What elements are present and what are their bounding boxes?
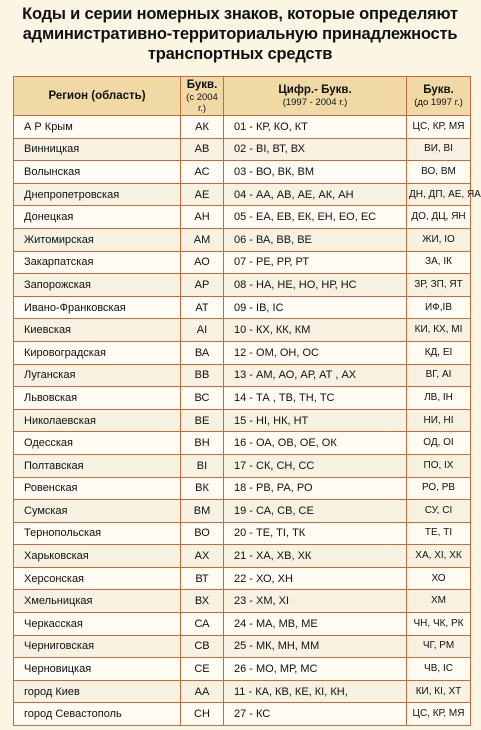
series-cell: 14 - ТА , ТВ, ТН, ТС [224,387,407,410]
series-cell: 21 - ХА, ХВ, ХК [224,545,407,568]
table-row [14,703,471,726]
region-cell: Ивано-Франковская [14,296,181,319]
header-letters-sub: (с 2004 г.) [186,91,218,114]
header-series-label: Цифр.- Букв. [278,84,352,96]
old-series-cell: ЧН, ЧК, РК [407,613,471,636]
table-header-row [14,77,471,116]
letters-cell: АО [181,251,224,274]
header-series [224,77,407,116]
table-row [14,635,471,658]
table-body [14,116,481,726]
letters-cell: АХ [181,545,224,568]
region-cell: Волынская [14,161,181,184]
old-series-cell: ХМ [407,590,471,613]
region-cell: Тернопольская [14,522,181,545]
region-cell: Львовская [14,387,181,410]
region-cell: Одесская [14,432,181,455]
letters-cell: СА [181,613,224,636]
table-row [14,680,471,703]
region-cell: Полтавская [14,454,181,477]
table-row [14,522,471,545]
series-cell: 13 - АМ, АО, АР, АТ , АХ [224,364,407,387]
table-row [14,296,471,319]
license-plate-codes-table [13,76,481,726]
region-cell: Луганская [14,364,181,387]
old-series-cell: ИФ,ІВ [407,296,471,319]
letters-cell: ВЕ [181,409,224,432]
header-letters-label: Букв. [186,78,218,91]
region-cell: Днепропетровская [14,183,181,206]
table-row [14,454,471,477]
letters-cell: ВН [181,432,224,455]
old-series-cell: НИ, НІ [407,409,471,432]
series-cell: 22 - ХО, ХН [224,567,407,590]
letters-cell: СН [181,703,224,726]
series-cell: 12 - ОМ, ОН, ОС [224,341,407,364]
series-cell: 09 - ІВ, ІС [224,296,407,319]
region-cell: Николаевская [14,409,181,432]
old-series-cell: ЗР, ЗП, ЯТ [407,274,471,297]
table-row [14,409,471,432]
old-series-cell: ДН, ДП, АЕ, ЯА [407,183,471,206]
letters-cell: ВС [181,387,224,410]
series-cell: 17 - СК, СН, СС [224,454,407,477]
region-cell: Черниговская [14,635,181,658]
letters-cell: ВО [181,522,224,545]
series-cell: 20 - ТЕ, ТІ, ТК [224,522,407,545]
series-cell: 27 - КС [224,703,407,726]
table-row [14,183,471,206]
old-series-cell: РО, РВ [407,477,471,500]
letters-cell: АВ [181,138,224,161]
old-series-cell: ВГ, АІ [407,364,471,387]
letters-cell: АЕ [181,183,224,206]
old-series-cell: ХО [407,567,471,590]
old-series-cell: КИ, КІ, ХТ [407,680,471,703]
old-series-cell: ЗА, ІК [407,251,471,274]
series-cell: 24 - МА, МВ, МЕ [224,613,407,636]
letters-cell: СВ [181,635,224,658]
old-series-cell: ЖИ, ІО [407,228,471,251]
page-title [0,4,480,64]
region-cell: Ровенская [14,477,181,500]
series-cell: 06 - ВА, ВВ, ВЕ [224,228,407,251]
letters-cell: АС [181,161,224,184]
old-series-cell: ВО, ВМ [407,161,471,184]
old-series-cell: ОД, ОІ [407,432,471,455]
region-cell: Киевская [14,319,181,342]
header-letters [181,77,224,116]
letters-cell: АК [181,116,224,139]
series-cell: 01 - КР, КО, КТ [224,116,407,139]
series-cell: 05 - ЕА, ЕВ, ЕК, ЕН, ЕО, ЕС [224,206,407,229]
letters-cell: ВХ [181,590,224,613]
letters-cell: ВІ [181,454,224,477]
region-cell: А Р Крым [14,116,181,139]
table-row [14,319,471,342]
old-series-cell: ЛВ, ІН [407,387,471,410]
region-cell: Запорожская [14,274,181,297]
header-old-label: Букв. [423,84,454,96]
header-region [14,77,181,116]
header-region-label: Регион (область) [48,89,146,102]
region-cell: Сумская [14,500,181,523]
header-old-sub: (до 1997 г.) [414,97,463,108]
table-row [14,364,471,387]
series-cell: 07 - РЕ, РР, РТ [224,251,407,274]
region-cell: Житомирская [14,228,181,251]
letters-cell: АТ [181,296,224,319]
title-line-2: административно-территориальную принадлежность [22,25,458,43]
old-series-cell: ЧВ, ІС [407,658,471,681]
region-cell: город Киев [14,680,181,703]
region-cell: Хмельницкая [14,590,181,613]
table-row [14,432,471,455]
letters-cell: АМ [181,228,224,251]
series-cell: 16 - ОА, ОВ, ОЕ, ОК [224,432,407,455]
letters-cell: АН [181,206,224,229]
table-row [14,161,471,184]
letters-cell: АІ [181,319,224,342]
series-cell: 19 - СА, СВ, СЕ [224,500,407,523]
old-series-cell: ХА, ХІ, ХК [407,545,471,568]
table-row [14,500,471,523]
table-row [14,387,471,410]
region-cell: Харьковская [14,545,181,568]
letters-cell: АР [181,274,224,297]
table-row [14,545,471,568]
table-row [14,590,471,613]
table-row [14,274,471,297]
table-row [14,567,471,590]
title-line-3: транспортных средств [147,45,333,63]
old-series-cell: ЦС, КР, МЯ [407,703,471,726]
series-cell: 23 - ХМ, ХІ [224,590,407,613]
region-cell: город Севастополь [14,703,181,726]
region-cell: Черновицкая [14,658,181,681]
region-cell: Кировоградская [14,341,181,364]
table-row [14,341,471,364]
old-series-cell: ЦС, КР, МЯ [407,116,471,139]
region-cell: Донецкая [14,206,181,229]
old-series-cell: ТЕ, ТІ [407,522,471,545]
old-series-cell: СУ, СІ [407,500,471,523]
table-row [14,116,471,139]
letters-cell: ВТ [181,567,224,590]
title-line-1: Коды и серии номерных знаков, которые определяют [22,5,458,23]
series-cell: 15 - НІ, НК, НТ [224,409,407,432]
series-cell: 10 - КХ, КК, КМ [224,319,407,342]
table-row [14,477,471,500]
series-cell: 02 - ВІ, ВТ, ВХ [224,138,407,161]
letters-cell: ВА [181,341,224,364]
series-cell: 03 - ВО, ВК, ВМ [224,161,407,184]
old-series-cell: ПО, ІХ [407,454,471,477]
letters-cell: СЕ [181,658,224,681]
table-row [14,613,471,636]
table-row [14,251,471,274]
region-cell: Винницкая [14,138,181,161]
old-series-cell: КИ, КХ, МІ [407,319,471,342]
header-series-sub: (1997 - 2004 г.) [282,97,348,108]
letters-cell: ВМ [181,500,224,523]
region-cell: Херсонская [14,567,181,590]
old-series-cell: ДО, ДЦ, ЯН [407,206,471,229]
series-cell: 25 - МК, МН, ММ [224,635,407,658]
series-cell: 08 - НА, НЕ, НО, НР, НС [224,274,407,297]
header-old [407,77,471,116]
letters-cell: ВВ [181,364,224,387]
letters-cell: ВК [181,477,224,500]
table-row [14,138,471,161]
old-series-cell: ВИ, ВІ [407,138,471,161]
table-row [14,228,471,251]
series-cell: 26 - МО, МР, МС [224,658,407,681]
table-row [14,658,471,681]
old-series-cell: ЧГ, РМ [407,635,471,658]
series-cell: 11 - КА, КВ, КЕ, КІ, КН, [224,680,407,703]
series-cell: 04 - АА, АВ, АЕ, АК, АН [224,183,407,206]
table-row [14,206,471,229]
region-cell: Закарпатская [14,251,181,274]
region-cell: Черкасская [14,613,181,636]
old-series-cell: КД, ЕІ [407,341,471,364]
series-cell: 18 - РВ, РА, РО [224,477,407,500]
letters-cell: АА [181,680,224,703]
